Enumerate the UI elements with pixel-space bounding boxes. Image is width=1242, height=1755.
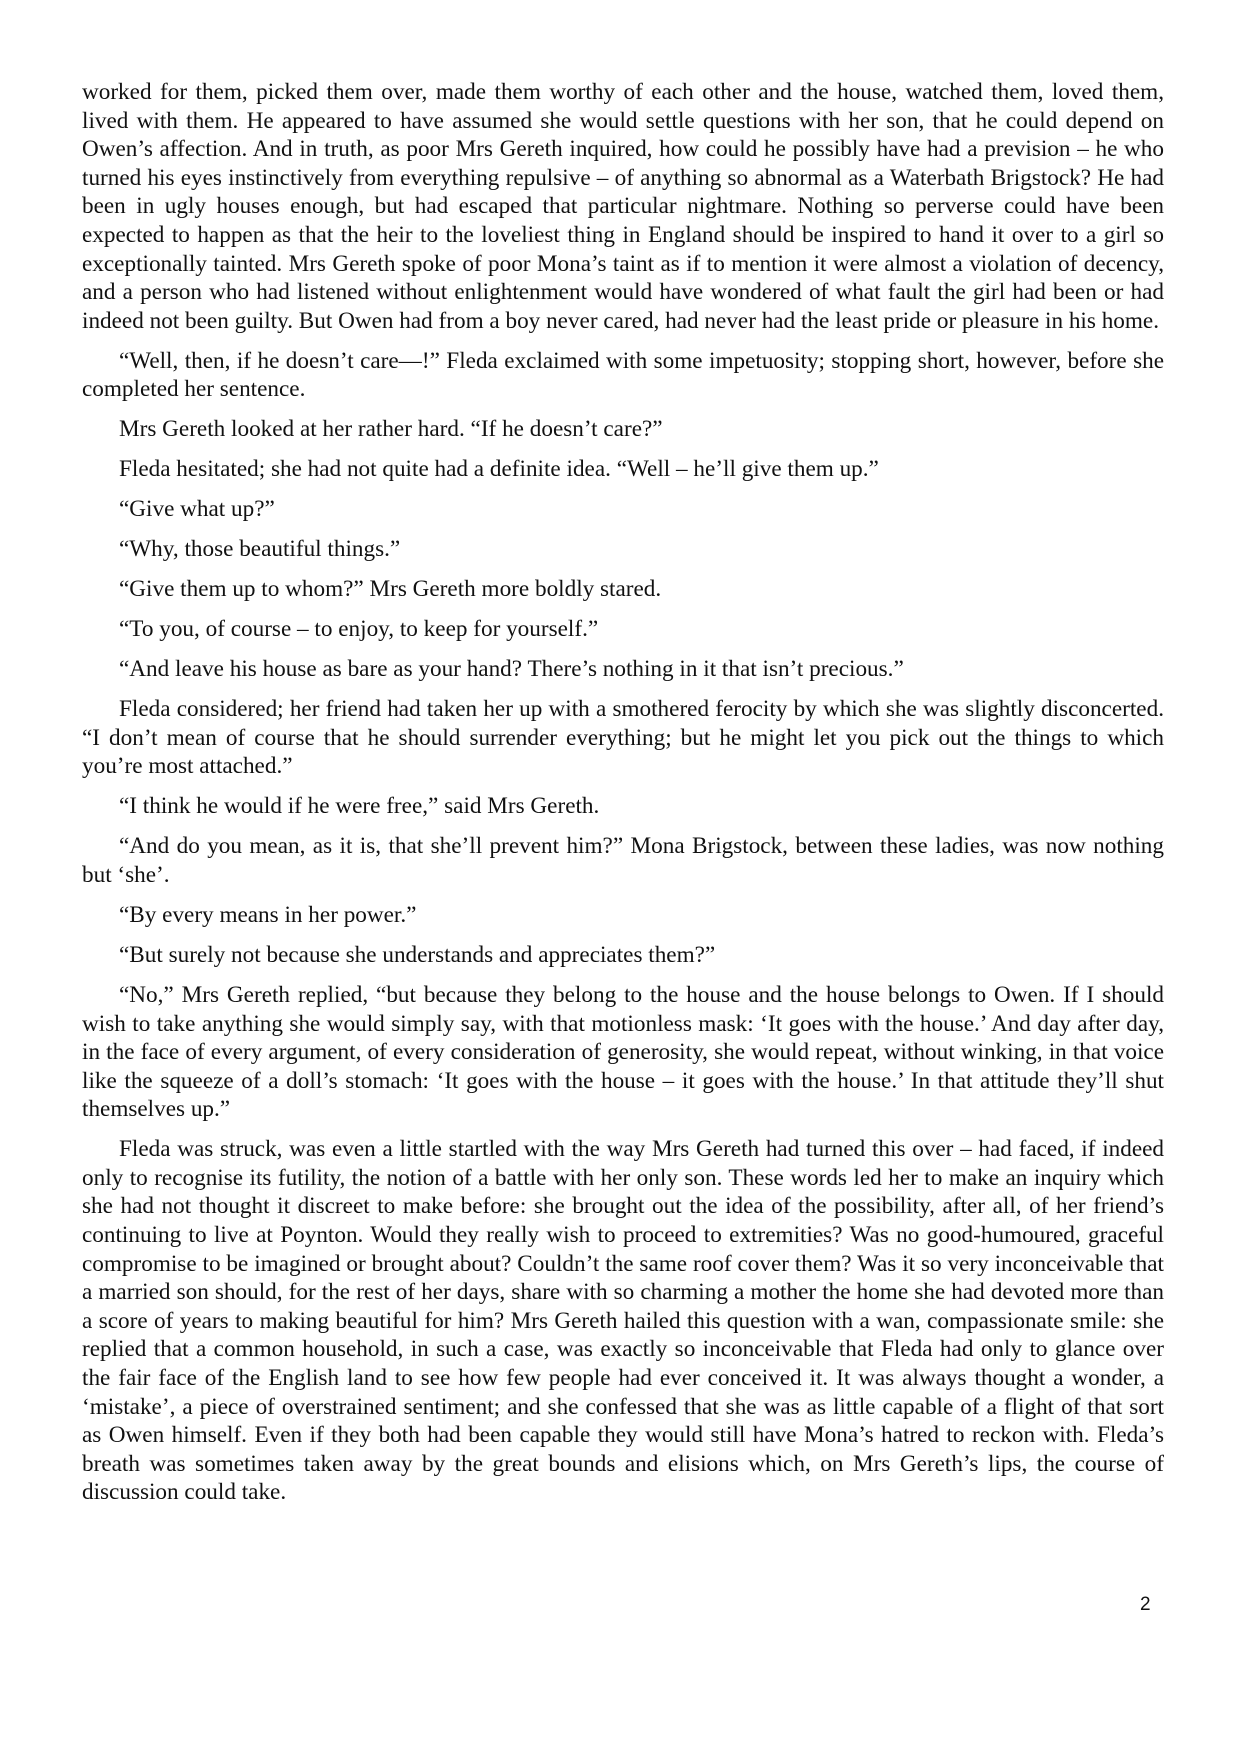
paragraph: Mrs Gereth looked at her rather hard. “If he doesn’t care?” bbox=[119, 416, 663, 443]
paragraph: “Give them up to whom?” Mrs Gereth more boldly stared. bbox=[119, 576, 662, 603]
paragraph: “Give what up?” bbox=[119, 496, 275, 523]
paragraph: “And leave his house as bare as your hand? There’s nothing in it that isn’t precious.” bbox=[119, 656, 904, 683]
paragraph: “No,” Mrs Gereth replied, “but because they belong to the house and the house belongs to Owen. If I should wish to take anything she would simply say, with that motionless mask: ‘It goes with the house.’ And day after day, in the face of every argument, of every consideration of generosity, she would repeat, without winking, in that voice like the squeeze of a doll’s stomach: ‘It goes with the house – it goes with the house.’ In that attitude they’ll shut themselves up.” bbox=[82, 981, 1164, 1123]
paragraph: Fleda considered; her friend had taken her up with a smothered ferocity by which she was slightly disconcerted. “I don’t mean of course that he should surrender everything; but he might let you pick out the things to which you’re most attached.” bbox=[82, 696, 1164, 780]
paragraph: “To you, of course – to enjoy, to keep for yourself.” bbox=[119, 616, 599, 643]
paragraph: Fleda was struck, was even a little startled with the way Mrs Gereth had turned this over – had faced, if indeed only to recognise its futility, the notion of a battle with her only son. These words led her to make an inquiry which she had not thought it discreet to make before: she brought out the idea of the possibility, after all, of her friend’s continuing to live at Poynton. Would they really wish to proceed to extremities? Was no good-humoured, graceful compromise to be imagined or brought about? Couldn’t the same roof cover them? Was it so very inconceivable that a married son should, for the rest of her days, share with so charming a mother the home she had devoted more than a score of years to making beautiful for him? Mrs Gereth hailed this question with a wan, compassionate smile: she replied that a common household, in such a case, was exactly so inconceivable that Fleda had only to glance over the fair face of the English land to see how few people had ever conceived it. It was always thought a wonder, a ‘mistake’, a piece of overstrained sentiment; and she confessed that she was as little capable of a flight of that sort as Owen himself. Even if they both had been capable they would still have Mona’s hatred to reckon with. Fleda’s breath was sometimes taken away by the great bounds and elisions which, on Mrs Gereth’s lips, the course of discussion could take. bbox=[82, 1136, 1164, 1506]
paragraph: “But surely not because she understands and appreciates them?” bbox=[119, 941, 716, 968]
paragraph: “By every means in her power.” bbox=[119, 901, 417, 928]
document-page bbox=[82, 78, 1164, 1518]
paragraph: “And do you mean, as it is, that she’ll prevent him?” Mona Brigstock, between these ladies, was now nothing but ‘she’. bbox=[82, 833, 1164, 888]
paragraph: worked for them, picked them over, made them worthy of each other and the house, watched them, loved them, lived with them. He appeared to have assumed she would settle questions with her son, that he could depend on Owen’s affection. And in truth, as poor Mrs Gereth inquired, how could he possibly have had a prevision – he who turned his eyes instinctively from everything repulsive – of anything so abnormal as a Waterbath Brigstock? He had been in ugly houses enough, but had escaped that particular nightmare. Nothing so perverse could have been expected to happen as that the heir to the loveliest thing in England should be inspired to hand it over to a girl so exceptionally tainted. Mrs Gereth spoke of poor Mona’s taint as if to mention it were almost a violation of decency, and a person who had listened without enlightenment would have wondered of what fault the girl had been or had indeed not been guilty. But Owen had from a boy never cared, had never had the least pride or pleasure in his home. bbox=[82, 79, 1164, 334]
paragraph: Fleda hesitated; she had not quite had a definite idea. “Well – he’ll give them up.” bbox=[119, 456, 879, 483]
paragraph: “Why, those beautiful things.” bbox=[119, 536, 401, 563]
paragraph: “Well, then, if he doesn’t care—!” Fleda exclaimed with some impetuosity; stopping short, however, before she completed her sentence. bbox=[82, 347, 1164, 403]
paragraph: “I think he would if he were free,” said Mrs Gereth. bbox=[119, 793, 600, 820]
page-number: 2 bbox=[1140, 1594, 1151, 1615]
